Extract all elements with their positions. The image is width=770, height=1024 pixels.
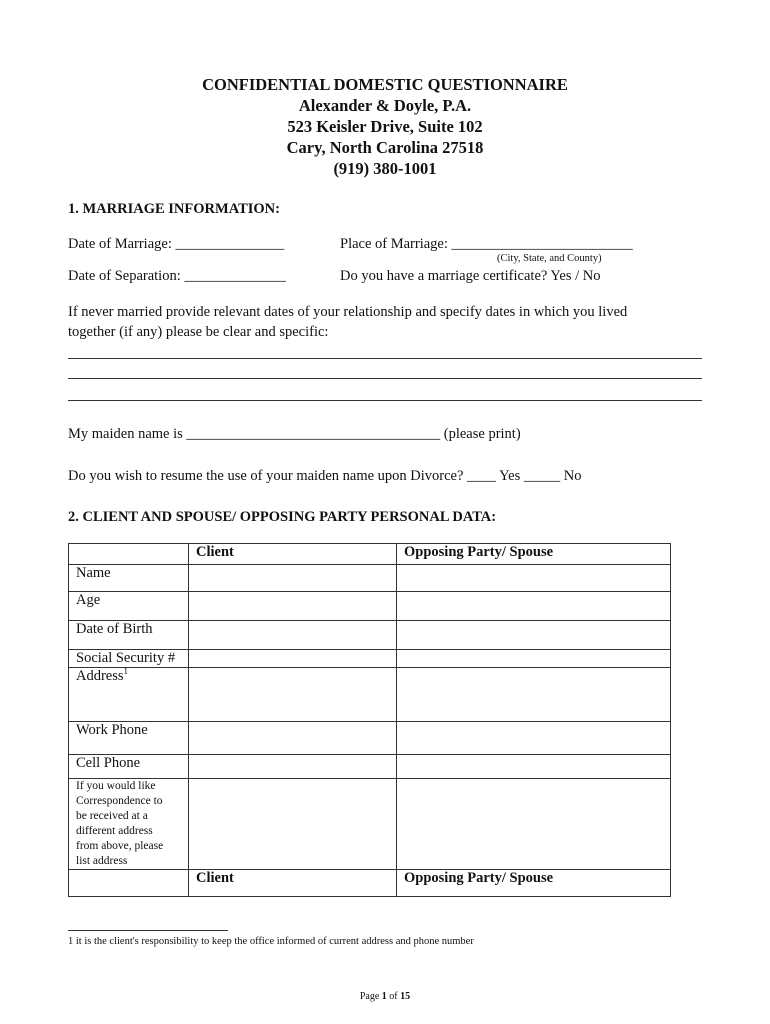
spouse-correspondence-cell[interactable] [397,779,671,870]
section-1-heading: 1. MARRIAGE INFORMATION: [68,201,280,217]
date-of-separation-field[interactable]: Date of Separation: ______________ [68,268,286,284]
footnote-separator [68,930,228,931]
correspondence-label-line: be received at a [76,810,148,822]
section-2-heading: 2. CLIENT AND SPOUSE/ OPPOSING PARTY PERSONAL DATA: [68,509,497,525]
date-of-marriage-field[interactable]: Date of Marriage: _______________ [68,236,285,252]
answer-line-1[interactable] [68,358,702,359]
client-cell-phone-cell[interactable] [189,755,397,779]
row-label-address: Address [76,668,124,684]
table-row [69,779,671,870]
never-married-instructions-line-2: together (if any) please be clear and specific: [68,324,329,340]
correspondence-label-line: If you would like [76,780,156,792]
spouse-ssn-cell[interactable] [397,650,671,668]
footnote-number: 1 [68,936,74,947]
spouse-cell-phone-cell[interactable] [397,755,671,779]
page-number: 1 [381,991,387,1002]
row-label-dob: Date of Birth [69,621,189,650]
table-row [69,621,671,650]
client-column-header: Client [189,544,397,565]
row-label-work-phone: Work Phone [69,722,189,755]
spouse-column-footer: Opposing Party/ Spouse [397,870,671,897]
answer-line-3[interactable] [68,400,702,401]
page-number-footer [0,991,770,1002]
place-of-marriage-hint: (City, State, and County) [497,253,602,264]
table-row [69,592,671,621]
table-corner-cell [69,544,189,565]
client-work-phone-cell[interactable] [189,722,397,755]
spouse-column-header: Opposing Party/ Spouse [397,544,671,565]
spouse-name-cell[interactable] [397,565,671,592]
row-label-correspondence [69,779,189,870]
firm-phone: (919) 380-1001 [333,159,437,178]
correspondence-label-line: list address [76,855,128,867]
client-column-footer: Client [189,870,397,897]
correspondence-label-line: from above, please [76,840,164,852]
document-header [0,74,770,179]
table-header-row [69,544,671,565]
spouse-address-cell[interactable] [397,668,671,722]
maiden-name-field[interactable]: My maiden name is ___________________________________ (please print) [68,426,521,442]
client-ssn-cell[interactable] [189,650,397,668]
footnote-reference: 1 [123,666,129,677]
client-correspondence-cell[interactable] [189,779,397,870]
table-row [69,722,671,755]
firm-name: Alexander & Doyle, P.A. [298,96,472,115]
footnote-text: it is the client's responsibility to keep the office informed of current address and phone number [73,936,474,947]
table-footer-row [69,870,671,897]
table-row [69,565,671,592]
client-age-cell[interactable] [189,592,397,621]
spouse-dob-cell[interactable] [397,621,671,650]
place-of-marriage-field[interactable]: Place of Marriage: _________________________ [340,236,633,252]
row-label-cell-phone: Cell Phone [69,755,189,779]
page-label: Page [359,991,382,1002]
row-label-name: Name [69,565,189,592]
client-address-cell[interactable] [189,668,397,722]
row-label-ssn: Social Security # [69,650,189,668]
row-label-address-cell [69,668,189,722]
table-row [69,755,671,779]
client-name-cell[interactable] [189,565,397,592]
table-row [69,650,671,668]
client-dob-cell[interactable] [189,621,397,650]
answer-line-2[interactable] [68,378,702,379]
table-footer-corner-cell [69,870,189,897]
spouse-work-phone-cell[interactable] [397,722,671,755]
marriage-certificate-question[interactable]: Do you have a marriage certificate? Yes / No [340,268,601,284]
page-total: 15 [400,991,411,1002]
page-of-label: of [386,991,401,1002]
personal-data-table [68,543,671,897]
correspondence-label-line: Correspondence to [76,795,163,807]
table-row [69,668,671,722]
correspondence-label-line: different address [76,825,153,837]
document-title: CONFIDENTIAL DOMESTIC QUESTIONNAIRE [202,75,568,94]
footnote [68,936,474,947]
row-label-age: Age [69,592,189,621]
never-married-instructions-line-1: If never married provide relevant dates of your relationship and specify dates in which you lived [68,304,628,320]
resume-maiden-name-question[interactable]: Do you wish to resume the use of your maiden name upon Divorce? ____ Yes _____ No [68,468,582,484]
firm-city: Cary, North Carolina 27518 [286,138,484,157]
firm-street: 523 Keisler Drive, Suite 102 [287,117,483,136]
spouse-age-cell[interactable] [397,592,671,621]
